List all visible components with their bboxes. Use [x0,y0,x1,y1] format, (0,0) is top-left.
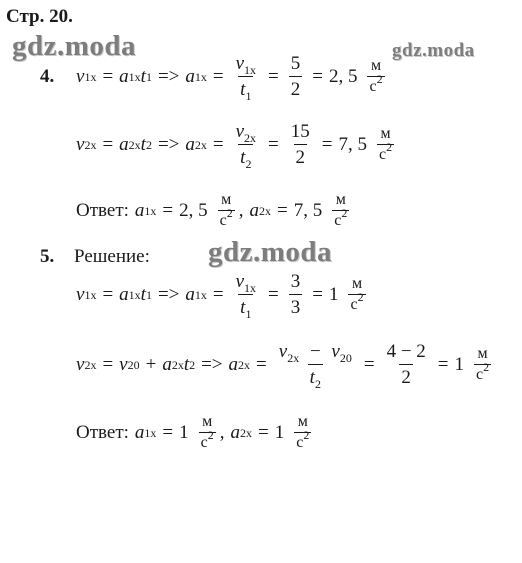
answer-label: Ответ: [76,422,129,443]
unit-m-s2: $\frac{м}{с^2}$ [334,191,348,229]
unit-m-s2: $\frac{м}{с^2}$ [350,275,364,313]
equation-4-2: v 2x = a 2x t 2 => a 2x = $\frac{v_{2x}}{t_2}$ = $\frac{15}{2}$ = 7, 5 $\frac{м}{с^2}$ [76,121,393,171]
fraction-v1x-t1: $\frac{v_{1x}}{t_1}$ [235,53,257,103]
equation-5-2: v 2x = v 20 + a 2x t 2 => a 2x = $\frac{v_{2x} - v_{20}}{t_2}$ = $\frac{4 - 2}{2}$ = 1 $\frac{м}{с^2}$ [76,341,490,391]
fraction-15-2: $\frac{15}{2}$ [290,121,310,168]
watermark-logo-center: gdz.moda [208,236,333,268]
watermark-logo: gdz.moda [12,30,137,62]
solution-label: Решение: [74,246,150,267]
watermark-logo-small: gdz.moda [392,40,475,61]
unit-m-s2: $\frac{м}{с^2}$ [476,345,490,383]
fraction-4-minus-2-2: $\frac{4 - 2}{2}$ [386,341,426,388]
equation-4-1: v 1x = a 1x t 1 => a 1x = $\frac{v_{1x}}{t_1}$ = $\frac{5}{2}$ = 2, 5 $\frac{м}{с^2}$ [76,53,383,103]
fraction-v2x-minus-v20-t2: $\frac{v_{2x} - v_{20}}{t_2}$ [278,341,352,391]
fraction-v2x-t2: $\frac{v_{2x}}{t_2}$ [235,121,257,171]
problem-4-number: 4. [40,66,55,87]
unit-m-s2: $\frac{м}{с^2}$ [296,413,310,451]
answer-5: Ответ: a 1x = 1 $\frac{м}{с^2}$ , a 2x = 1 $\frac{м}{с^2}$ [76,413,310,451]
fraction-v1x-t1: $\frac{v_{1x}}{t_1}$ [235,271,257,321]
problem-5-number: 5. [40,246,55,267]
page-title: Стр. 20. [6,6,73,27]
equation-5-1: v 1x = a 1x t 1 => a 1x = $\frac{v_{1x}}{t_1}$ = $\frac{3}{3}$ = 1 $\frac{м}{с^2}$ [76,271,364,321]
fraction-5-2: $\frac{5}{2}$ [290,53,301,100]
answer-label: Ответ: [76,200,129,221]
answer-4: Ответ: a 1x = 2, 5 $\frac{м}{с^2}$ , a 2x = 7, 5 $\frac{м}{с^2}$ [76,191,348,229]
unit-m-s2: $\frac{м}{с^2}$ [369,57,383,95]
unit-m-s2: $\frac{м}{с^2}$ [378,125,393,163]
unit-m-s2: $\frac{м}{с^2}$ [219,191,233,229]
fraction-3-3: $\frac{3}{3}$ [290,271,301,318]
unit-m-s2: $\frac{м}{с^2}$ [200,413,214,451]
